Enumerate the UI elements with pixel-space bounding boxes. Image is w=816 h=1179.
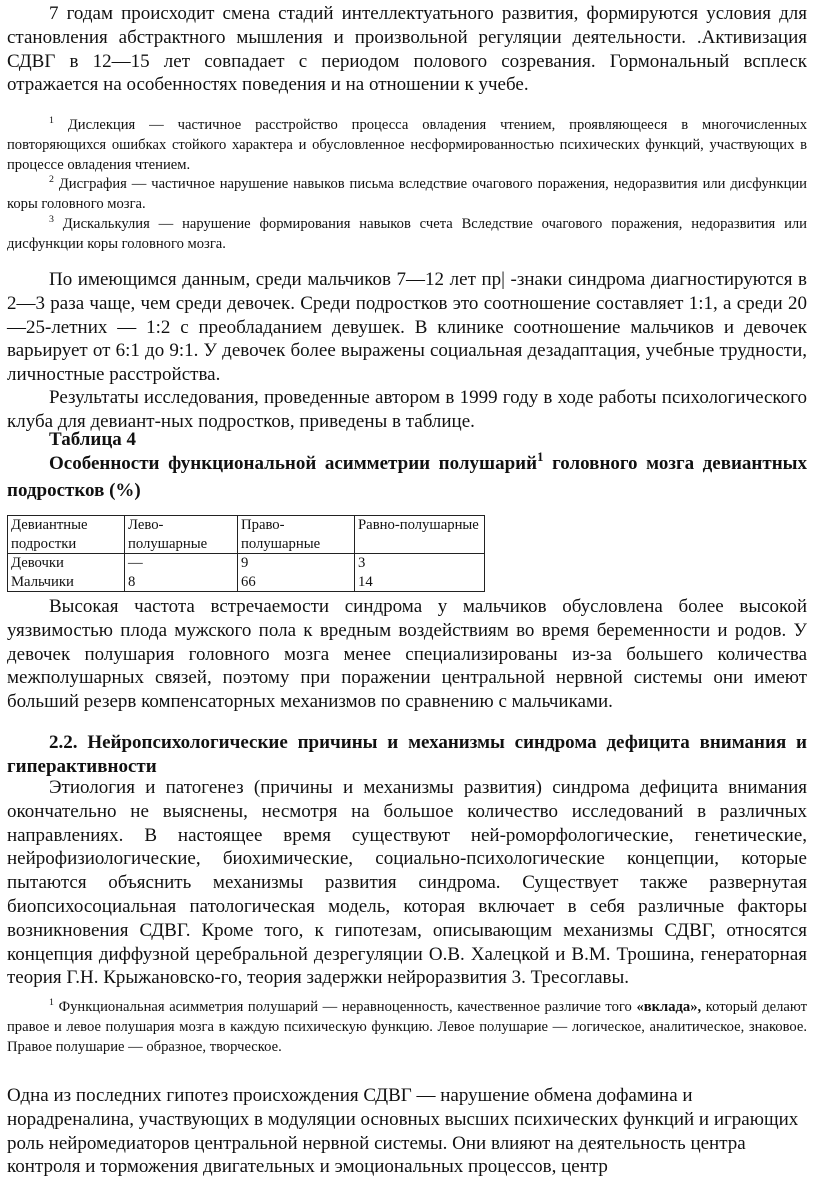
table-cell-girls: Девочки bbox=[11, 555, 64, 571]
footnote-text: Функциональная асимметрия полушарий — неравноценность, качественное различие того bbox=[53, 999, 637, 1015]
footnote-mark: 1 bbox=[49, 996, 54, 1008]
table-cell-girls: 9 bbox=[241, 555, 249, 571]
table-row bbox=[8, 554, 485, 592]
footnote-text: Дислекция — частичное расстройство процесса овладения чтением, проявляющееся в многочисленных повторяющихся ошибках стойкого характера и обусловленное несформированностью психических функций, участвующих в процессе овладения чтением. bbox=[7, 117, 807, 173]
footnote-text: Дискалькулия — нарушение формирования навыков счета Вследствие очагового поражения, недоразвития или дисфункции коры головного мозга. bbox=[7, 215, 807, 252]
footnote-dyslexia bbox=[7, 116, 807, 175]
paragraph-vulnerability: Высокая частота встречаемости синдрома у мальчиков обусловлена более высокой уязвимостью плода мужского пола к вредным воздействиям во время беременности и родов. У девочек полушария головного мозга менее специализированы из-за большего количества межполушарных связей, поэтому при поражении центральной нервной системы они имеют больший резерв компенсаторных механизмов по сравнению с мальчиками. bbox=[7, 596, 807, 713]
paragraph-etiology: Этиология и патогенез (причины и механизмы развития) синдрома дефицита внимания окончательно не выяснены, несмотря на большое количество исследований в различных направлениях. В настоящее время существуют ней-роморфологические, генетические, нейрофизиологические, биохимические, социально-психологические концепции, которые пытаются объяснить механизмы развития синдрома. Существует также развернутая биопсихосоциальная патологическая модель, которая включает в себя различные факторы возникновения СДВГ. Кроме того, к гипотезам, описывающим механизмы СДВГ, относятся концепция диффузной церебральной дезрегуляции О.В. Халецкой и В.М. Трошина, генераторная теория Г.Н. Крыжановско-го, теория задержки нейроразвития 3. Тресоглавы. bbox=[7, 777, 807, 989]
footnote-mark: 1 bbox=[49, 114, 54, 126]
table-cell bbox=[125, 554, 238, 592]
paragraph-dopamine: Одна из последних гипотез происхождения СДВГ — нарушение обмена дофамина и норадреналина, участвующих в модуляции основных высших психических функций и играющих роль нейромедиаторов центральной нервной системы. Они влияют на деятельность центра контроля и торможения двигательных и эмоциональных процессов, центр bbox=[7, 1085, 799, 1178]
table-cell bbox=[8, 554, 125, 592]
footnote-dysgraphia bbox=[7, 175, 807, 215]
paragraph-research: Результаты исследования, проведенные автором в 1999 году в ходе работы психологического клуба для девиант-ных подростков, приведены в таблице. bbox=[7, 387, 807, 432]
table-cell-girls: — bbox=[128, 555, 143, 571]
paragraph-intro: 7 годам происходит смена стадий интеллектуатьного развития, формируются условия для становления абстрактного мышления и произвольной регуляции деятельности. .Активизация СДВГ в 12—15 лет совпадает с периодом полового созревания. Гормональный всплеск отражается на особенностях поведения и на отношении к учебе. bbox=[7, 3, 807, 96]
footnote-mark: 2 bbox=[49, 174, 54, 186]
footnote-dyscalculia bbox=[7, 215, 807, 255]
asymmetry-table bbox=[7, 515, 485, 592]
table-cell-boys: 8 bbox=[128, 573, 136, 590]
table-label: Таблица 4 bbox=[49, 429, 137, 450]
footnote-mark: 3 bbox=[49, 213, 54, 225]
table-header-cell: Лево-полушарные bbox=[125, 516, 238, 554]
table-header-row bbox=[8, 516, 485, 554]
table-cell bbox=[355, 554, 485, 592]
footnotes-top bbox=[7, 116, 807, 255]
footnote-text: Дисграфия — частичное нарушение навыков письма вследствие очагового поражения, недоразвития или дисфункции коры головного мозга. bbox=[7, 176, 807, 213]
table-header-cell: Право-полушарные bbox=[238, 516, 355, 554]
table-title-text: Особенности функциональной асимметрии полушарий bbox=[49, 453, 538, 474]
table-header-cell: Равно-полушарные bbox=[355, 516, 485, 554]
table-title bbox=[7, 451, 807, 504]
table-cell-boys: 66 bbox=[241, 573, 256, 590]
footnote-text-end: который делают правое и левое полушария мозга в каждую психическую функцию. Левое полушарие — логическое, аналитическое, знаковое. Правое полушарие — образное, творческое. bbox=[7, 999, 807, 1055]
table-cell bbox=[238, 554, 355, 592]
section-heading: 2.2. Нейропсихологические причины и механизмы синдрома дефицита внимания и гиперактивности bbox=[7, 732, 807, 777]
table-cell-girls: 3 bbox=[358, 555, 366, 571]
table-cell-boys: 14 bbox=[358, 573, 373, 590]
table-title-text-end: головного мозга девиантных подростков (%) bbox=[7, 453, 807, 501]
footnote-bold-term: «вклада», bbox=[636, 999, 702, 1015]
footnote-mark: 1 bbox=[537, 449, 544, 465]
table-header-cell: Девиантные подростки bbox=[8, 516, 125, 554]
table-cell-boys: Мальчики bbox=[11, 573, 74, 590]
footnote-asymmetry bbox=[7, 998, 807, 1057]
paragraph-prevalence: По имеющимся данным, среди мальчиков 7—12 лет пр| -знаки синдрома диагностируются в 2—3 раза чаще, чем среди девочек. Среди подростков это соотношение составляет 1:1, а среди 20—25-летних — 1:2 с преобладанием девушек. В клинике соотношение мальчиков и девочек варьирует от 6:1 до 9:1. У девочек более выражены социальная дезадаптация, учебные трудности, личностные расстройства. bbox=[7, 269, 807, 386]
